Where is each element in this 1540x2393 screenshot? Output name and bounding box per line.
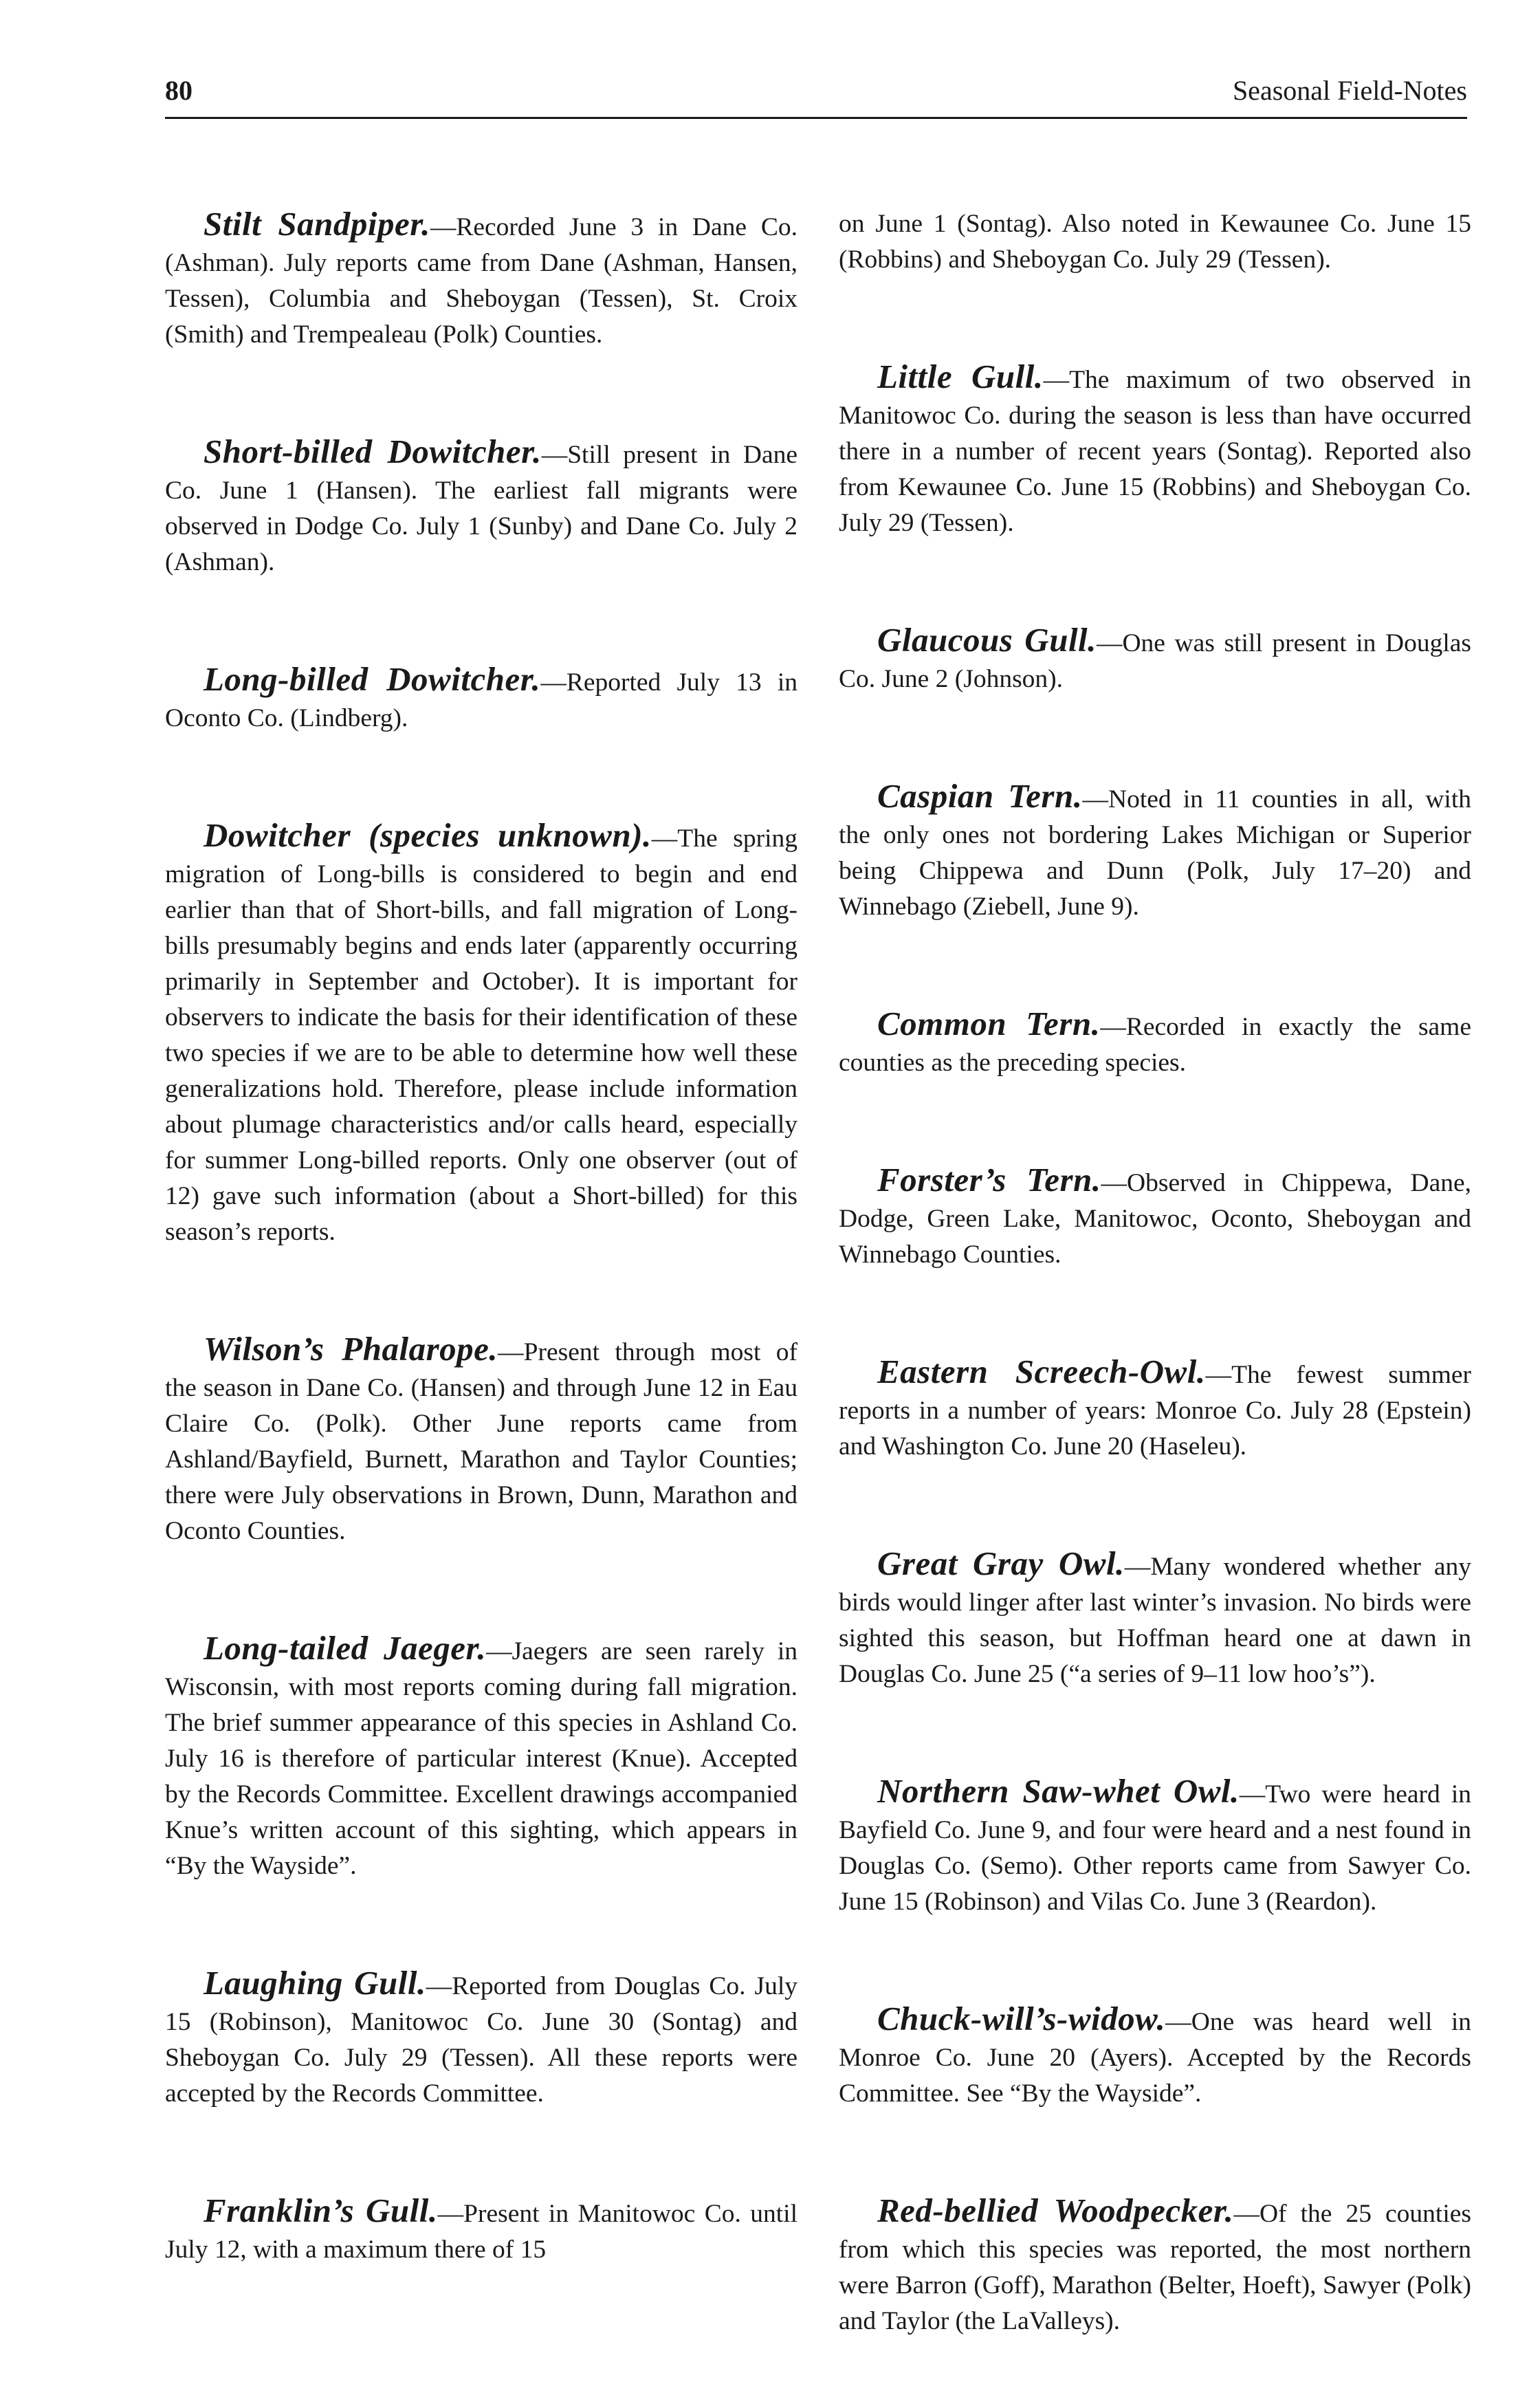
species-entry: Common Tern.—Recorded in exactly the same counties as the preceding species.: [839, 1005, 1471, 1077]
species-entry: Short-billed Dowitcher.—Still present in Dane Co. June 1 (Hansen). The earliest fall migrants were observed in Dodge Co. July 1 (Sunby) and Dane Co. July 2 (Ashman).: [165, 433, 798, 576]
species-entry: Forster’s Tern.—Observed in Chippewa, Dane, Dodge, Green Lake, Manitowoc, Oconto, Sheboygan and Winnebago Counties.: [839, 1161, 1471, 1269]
species-entry: Franklin’s Gull.—Present in Manitowoc Co. until July 12, with a maximum there of 15: [165, 2192, 798, 2264]
left-column: [165, 206, 798, 2268]
entry-text: on June 1 (Sontag). Also noted in Kewaunee Co. June 15 (Robbins) and Sheboygan Co. July 29 (Tessen).: [839, 210, 1471, 274]
page-number: 80: [165, 75, 192, 106]
species-entry: Chuck-will’s-widow.—One was heard well in Monroe Co. June 20 (Ayers). Accepted by the Records Committee. See “By the Wayside”.: [839, 2000, 1471, 2108]
species-name: Long-tailed Jaeger.: [204, 1629, 487, 1667]
entry-text: The spring migration of Long-bills is considered to begin and end earlier than that of Short-bills, and fall migration of Long-bills presumably begins and ends later (apparently occurring primarily in September and October). It is important for observers to indicate the basis for their identification of these two species if we are to be able to determine how well these generalizations hold. Therefore, please include information about plumage characteristics and/or calls heard, especially for summer Long-billed reports. Only one observer (out of 12) gave such information (about a Short-billed) for this season’s reports.: [165, 824, 798, 1246]
species-entry: Dowitcher (species unknown).—The spring migration of Long-bills is considered to begin and end earlier than that of Short-bills, and fall migration of Long-bills presumably begins and ends later (apparently occurring primarily in September and October). It is important for observers to indicate the basis for their identification of these two species if we are to be able to determine how well these generalizations hold. Therefore, please include information about plumage characteristics and/or calls heard, especially for summer Long-billed reports. Only one observer (out of 12) gave such information (about a Short-billed) for this season’s reports.: [165, 816, 798, 1246]
species-name: Franklin’s Gull.: [204, 2192, 438, 2229]
species-name: Wilson’s Phalarope.: [204, 1330, 498, 1368]
right-column: [839, 206, 1471, 2339]
entry-text: Jaegers are seen rarely in Wisconsin, with most reports coming during fall migration. The brief summer appearance of this species in Ashland Co. July 16 is therefore of particular interest (Knue). Accepted by the Records Committee. Excellent drawings accompanied Knue’s written account of this sighting, which appears in “By the Wayside”.: [165, 1637, 798, 1880]
entry-text: Present through most of the season in Dane Co. (Hansen) and through June 12 in Eau Claire Co. (Polk). Other June reports came from Ashland/Bayfield, Burnett, Marathon and Taylor Counties; there were July observations in Brown, Dunn, Marathon and Oconto Counties.: [165, 1338, 798, 1545]
entry-text: Reported from Douglas Co. July 15 (Robinson), Manitowoc Co. June 30 (Sontag) and Sheboygan Co. July 29 (Tessen). All these reports were accepted by the Records Committee.: [165, 1972, 798, 2108]
species-entry: Stilt Sandpiper.—Recorded June 3 in Dane Co. (Ashman). July reports came from Dane (Ashman, Hansen, Tessen), Columbia and Sheboygan (Tessen), St. Croix (Smith) and Trempealeau (Polk) Counties.: [165, 205, 798, 349]
species-name: Laughing Gull.: [204, 1964, 426, 2002]
continued-entry: [839, 206, 1471, 278]
species-name: Dowitcher (species unknown).: [204, 816, 652, 854]
species-entry: Laughing Gull.—Reported from Douglas Co. July 15 (Robinson), Manitowoc Co. June 30 (Sontag) and Sheboygan Co. July 29 (Tessen). All these reports were accepted by the Records Committee.: [165, 1964, 798, 2108]
species-name: Caspian Tern.: [877, 777, 1083, 815]
species-name: Common Tern.: [877, 1005, 1101, 1042]
species-entry: Long-tailed Jaeger.—Jaegers are seen rarely in Wisconsin, with most reports coming during fall migration. The brief summer appearance of this species in Ashland Co. July 16 is therefore of particular interest (Knue). Accepted by the Records Committee. Excellent drawings accompanied Knue’s written account of this sighting, which appears in “By the Wayside”.: [165, 1629, 798, 1880]
entry-text: One was heard well in Monroe Co. June 20 (Ayers). Accepted by the Records Committee. See “By the Wayside”.: [839, 2008, 1471, 2108]
species-entry: Northern Saw-whet Owl.—Two were heard in Bayfield Co. June 9, and four were heard and a nest found in Douglas Co. (Semo). Other reports came from Sawyer Co. June 15 (Robinson) and Vilas Co. June 3 (Reardon).: [839, 1772, 1471, 1916]
entry-text: Observed in Chippewa, Dane, Dodge, Green Lake, Manitowoc, Oconto, Sheboygan and Winnebago Counties.: [839, 1169, 1471, 1269]
species-entry: Long-billed Dowitcher.—Reported July 13 in Oconto Co. (Lindberg).: [165, 660, 798, 732]
entry-text: Reported July 13 in Oconto Co. (Lindberg).: [165, 668, 798, 732]
entry-text: Noted in 11 counties in all, with the only ones not bordering Lakes Michigan or Superior being Chippewa and Dunn (Polk, July 17–20) and Winnebago (Ziebell, June 9).: [839, 785, 1471, 921]
species-name: Red-bellied Woodpecker.: [877, 2192, 1234, 2229]
species-entry: Eastern Screech-Owl.—The fewest summer reports in a number of years: Monroe Co. July 28 (Epstein) and Washington Co. June 20 (Haseleu).: [839, 1353, 1472, 1461]
species-name: Great Gray Owl.: [877, 1544, 1125, 1582]
species-name: Chuck-will’s-widow.: [877, 2000, 1166, 2037]
entry-text: The maximum of two observed in Manitowoc Co. during the season is less than have occurred there in a number of recent years (Sontag). Reported also from Kewaunee Co. June 15 (Robbins) and Sheboygan Co. July 29 (Tessen).: [839, 366, 1471, 537]
entry-text: Present in Manitowoc Co. until July 12, with a maximum there of 15: [165, 2200, 798, 2264]
entry-text: Recorded June 3 in Dane Co. (Ashman). July reports came from Dane (Ashman, Hansen, Tessen), Columbia and Sheboygan (Tessen), St. Croix (Smith) and Trempealeau (Polk) Counties.: [165, 213, 798, 349]
page-header: [165, 66, 1467, 119]
species-name: Little Gull.: [877, 358, 1044, 395]
entry-text: Of the 25 counties from which this species was reported, the most northern were Barron (Goff), Marathon (Belter, Hoeft), Sawyer (Polk) and Taylor (the LaValleys).: [839, 2200, 1471, 2335]
species-name: Short-billed Dowitcher.: [204, 433, 542, 470]
species-entry: Great Gray Owl.—Many wondered whether any birds would linger after last winter’s invasion. No birds were sighted this season, but Hoffman heard one at dawn in Douglas Co. June 25 (“a series of 9–11 low hoo’s”).: [839, 1544, 1471, 1688]
species-name: Northern Saw-whet Owl.: [877, 1772, 1240, 1810]
entry-text: Recorded in exactly the same counties as the preceding species.: [839, 1013, 1471, 1077]
species-name: Long-billed Dowitcher.: [204, 660, 541, 698]
species-entry: Wilson’s Phalarope.—Present through most of the season in Dane Co. (Hansen) and through June 12 in Eau Claire Co. (Polk). Other June reports came from Ashland/Bayfield, Burnett, Marathon and Taylor Counties; there were July observations in Brown, Dunn, Marathon and Oconto Counties.: [165, 1330, 798, 1545]
section-title: Seasonal Field-Notes: [1232, 75, 1467, 106]
species-entry: Red-bellied Woodpecker.—Of the 25 counties from which this species was reported, the most northern were Barron (Goff), Marathon (Belter, Hoeft), Sawyer (Polk) and Taylor (the LaValleys).: [839, 2192, 1471, 2335]
entry-text: One was still present in Douglas Co. June 2 (Johnson).: [839, 629, 1472, 693]
species-name: Eastern Screech-Owl.: [877, 1353, 1206, 1390]
species-entry: Caspian Tern.—Noted in 11 counties in all, with the only ones not bordering Lakes Michigan or Superior being Chippewa and Dunn (Polk, July 17–20) and Winnebago (Ziebell, June 9).: [839, 777, 1471, 921]
species-entry: Little Gull.—The maximum of two observed in Manitowoc Co. during the season is less than have occurred there in a number of recent years (Sontag). Reported also from Kewaunee Co. June 15 (Robbins) and Sheboygan Co. July 29 (Tessen).: [839, 358, 1471, 537]
species-name: Glaucous Gull.: [877, 621, 1097, 659]
species-name: Forster’s Tern.: [877, 1161, 1101, 1199]
entry-text: Two were heard in Bayfield Co. June 9, and four were heard and a nest found in Douglas Co. (Semo). Other reports came from Sawyer Co. June 15 (Robinson) and Vilas Co. June 3 (Reardon).: [839, 1780, 1471, 1916]
species-name: Stilt Sandpiper.: [204, 205, 430, 243]
entry-text: Still present in Dane Co. June 1 (Hansen). The earliest fall migrants were observed in Dodge Co. July 1 (Sunby) and Dane Co. July 2 (Ashman).: [165, 441, 798, 576]
species-entry: Glaucous Gull.—One was still present in Douglas Co. June 2 (Johnson).: [839, 621, 1472, 693]
entry-text: The fewest summer reports in a number of years: Monroe Co. July 28 (Epstein) and Washington Co. June 20 (Haseleu).: [839, 1361, 1472, 1461]
entry-text: Many wondered whether any birds would linger after last winter’s invasion. No birds were sighted this season, but Hoffman heard one at dawn in Douglas Co. June 25 (“a series of 9–11 low hoo’s”).: [839, 1553, 1471, 1688]
